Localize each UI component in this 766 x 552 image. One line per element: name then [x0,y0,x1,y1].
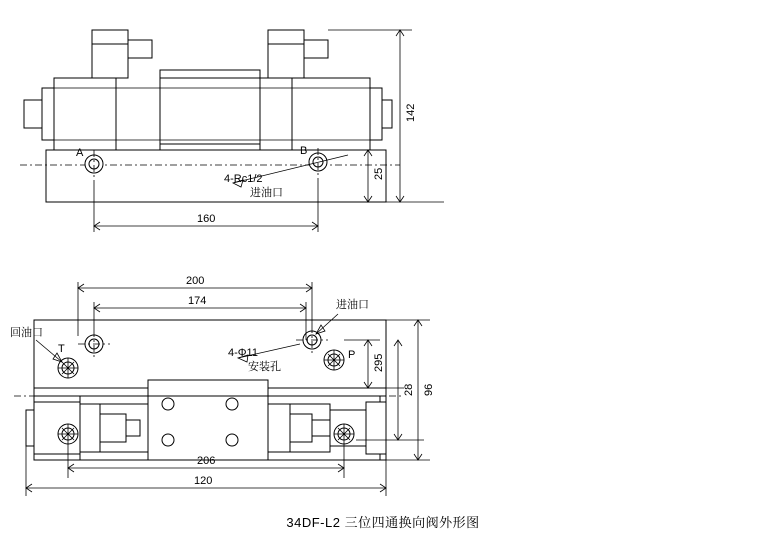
dim-206: 206 [197,455,216,467]
port-t-label: T [58,343,65,355]
dim-174: 174 [188,295,207,307]
inlet-port-label: 进油口 [336,298,369,311]
dim-120: 96 [423,383,435,396]
dim-160: 160 [197,213,216,225]
dim-142: 142 [405,103,417,122]
port-a-label: A [76,147,84,159]
dim-295: 120 [194,475,213,487]
return-port-label: 回油口 [10,326,43,339]
mounting-holes-line1: 4-Φ11 [228,347,258,359]
dim-25: 25 [373,167,385,180]
dim-96: 28 [403,383,415,396]
dim-28: 295 [373,353,385,372]
port-p-label: P [348,349,356,361]
thread-spec-line1: 4-Rc1/2 [224,173,263,185]
thread-spec-line2: 进油口 [250,186,283,199]
figure-caption: 34DF-L2 三位四通换向阀外形图 [286,515,480,530]
dim-200: 200 [186,275,205,287]
bottom-view-group [10,275,435,496]
mounting-holes-line2: 安装孔 [248,360,281,373]
top-view-group [20,30,444,232]
port-b-label: B [300,145,308,157]
